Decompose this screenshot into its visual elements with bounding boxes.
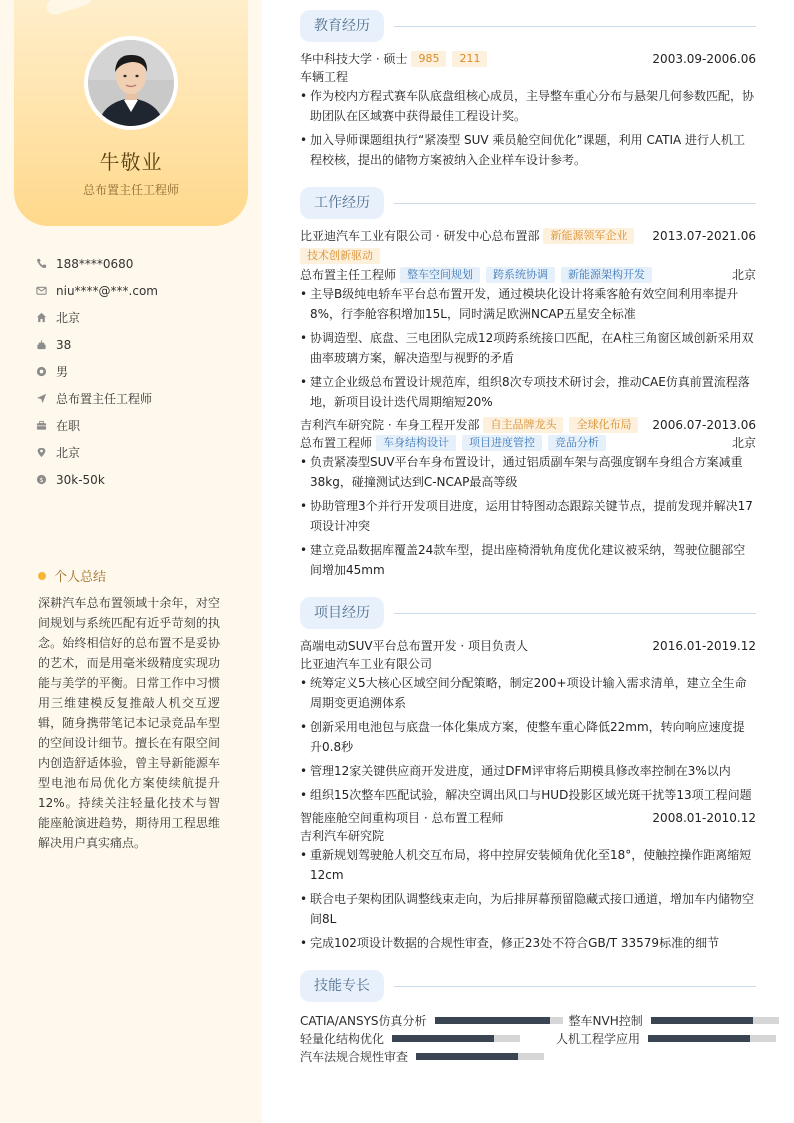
section-divider (394, 986, 756, 987)
salary-icon (36, 473, 56, 487)
decorative-pill (45, 0, 94, 17)
job-dates: 2013.07-2021.06 (652, 229, 756, 243)
project-bullets (300, 845, 756, 957)
role-tag: 车身结构设计 (376, 435, 456, 451)
list-item: • 组织15次整车匹配试验，解决空调出风口与HUD投影区域光斑干扰等13项工程问题 (300, 785, 756, 805)
education-major (300, 68, 756, 86)
contact-email (36, 277, 158, 304)
skill-bar-fill (648, 1035, 750, 1042)
project-name: 高端电动SUV平台总布置开发 · 项目负责人 (300, 639, 529, 653)
contact-location (36, 439, 158, 466)
mail-icon (36, 284, 56, 298)
section-divider (394, 203, 756, 204)
summary-heading-label: 个人总结 (54, 570, 107, 585)
skill-row (300, 1011, 794, 1029)
section-projects (300, 597, 756, 629)
job-role-row (300, 266, 756, 284)
skill-bar (435, 1017, 563, 1024)
contact-value: 在职 (56, 419, 81, 433)
job-bullets (300, 284, 756, 416)
contact-value: 北京 (56, 311, 81, 325)
list-item: • 建立竞品数据库覆盖24款车型，提出座椅滑轨角度优化建议被采纳，驾驶位腿部空间增加45mm (300, 540, 756, 580)
skill-row (300, 1029, 794, 1047)
job-header (300, 416, 756, 434)
svg-text:$: $ (39, 475, 44, 484)
skill-item (300, 1030, 520, 1047)
bullet-dot-icon (38, 572, 46, 580)
list-item: • 加入导师课题组执行“紧凑型 SUV 乘员舱空间优化”课题，利用 CATIA 进行人机工程校核，提出的储物方案被纳入企业样车设计参考。 (300, 130, 756, 170)
contact-value: 男 (56, 365, 69, 379)
skill-row (300, 1047, 794, 1065)
home-icon (36, 311, 56, 325)
section-divider (394, 26, 756, 27)
school-tag: 985 (411, 51, 446, 67)
project-company-row (300, 655, 756, 673)
list-item: • 负责紧凑型SUV平台车身布置设计，通过铝质副车架与高强度钢车身组合方案减重38kg，碰撞测试达到C-NCAP最高等级 (300, 452, 756, 492)
job-role-row (300, 434, 756, 452)
phone-icon (36, 257, 56, 271)
contact-status (36, 412, 158, 439)
role-tag: 新能源架构开发 (561, 267, 652, 283)
job-city: 北京 (731, 436, 756, 450)
list-item: • 重新规划驾驶舱人机交互布局，将中控屏安装倾角优化至18°，使触控操作距离缩短12cm (300, 845, 756, 885)
section-heading: 技能专长 (300, 970, 384, 1002)
skill-bar-fill (651, 1017, 753, 1024)
job-bullets (300, 452, 756, 584)
list-item: • 作为校内方程式赛车队底盘组核心成员，主导整车重心分布与悬架几何参数匹配，协助团队在区域赛中获得最佳工程设计奖。 (300, 86, 756, 126)
project-company: 吉利汽车研究院 (300, 829, 385, 843)
job-header-tags (300, 248, 756, 264)
contact-gender (36, 358, 158, 385)
project-header (300, 637, 756, 655)
job-city: 北京 (731, 268, 756, 282)
sidebar (0, 0, 262, 1123)
job-role: 总布置工程师 (300, 436, 373, 450)
cake-icon (36, 338, 56, 352)
list-item: • 建立企业级总布置设计规范库，组织8次专项技术研讨会，推动CAE仿真前置流程落地，新项目设计迭代周期缩短20% (300, 372, 756, 412)
skill-bar (392, 1035, 520, 1042)
contact-age (36, 331, 158, 358)
list-item: • 完成102项设计数据的合规性审查，修正23处不符合GB/T 33579标准的细节 (300, 933, 756, 953)
avatar-photo (88, 40, 174, 126)
section-work (300, 187, 756, 219)
skill-item (300, 1012, 563, 1029)
job-company: 比亚迪汽车工业有限公司 · 研发中心总布置部 (300, 229, 540, 243)
briefcase-icon (36, 419, 56, 433)
contact-value: 38 (56, 337, 72, 352)
job-role: 总布置主任工程师 (300, 268, 397, 282)
school-name: 华中科技大学 · 硕士 (300, 52, 408, 66)
skill-bar (651, 1017, 779, 1024)
skill-name: 整车NVH控制 (568, 1013, 643, 1028)
profile-name: 牛敬业 (99, 150, 163, 174)
skill-name: 汽车法规合规性审查 (300, 1049, 409, 1064)
list-item: • 主导B级纯电轿车平台总布置开发，通过模块化设计将乘客舱有效空间利用率提升8%，行李舱容积增加15L，同时满足欧洲NCAP五星安全标准 (300, 284, 756, 324)
profile-title: 总布置主任工程师 (82, 183, 179, 197)
skill-item (300, 1048, 544, 1065)
gender-icon (36, 365, 56, 379)
contact-position (36, 385, 158, 412)
section-heading: 教育经历 (300, 10, 384, 42)
list-item: • 协助管理3个并行开发项目进度，运用甘特图动态跟踪关键节点，提前发现并解决17项设计冲突 (300, 496, 756, 536)
education-bullets (300, 86, 756, 174)
list-item: • 协调造型、底盘、三电团队完成12项跨系统接口匹配，在A柱三角窗区域创新采用双曲率玻璃方案，解决造型与视野的矛盾 (300, 328, 756, 368)
contact-value: niu****@***.com (56, 283, 158, 298)
job-company: 吉利汽车研究院 · 车身工程开发部 (300, 418, 480, 432)
skill-bar (416, 1053, 544, 1060)
skill-bar-fill (416, 1053, 518, 1060)
major-name: 车辆工程 (300, 70, 349, 84)
list-item: • 统筹定义5大核心区域空间分配策略，制定200+项设计输入需求清单，建立全生命周期变更追溯体系 (300, 673, 756, 713)
job-dates: 2006.07-2013.06 (652, 418, 756, 432)
section-divider (394, 613, 756, 614)
summary-heading (38, 566, 106, 585)
company-tag: 技术创新驱动 (300, 248, 380, 264)
send-icon (36, 392, 56, 406)
company-tag: 自主品牌龙头 (483, 417, 563, 433)
contact-list (36, 250, 158, 493)
project-dates: 2016.01-2019.12 (652, 639, 756, 653)
skill-item (556, 1030, 776, 1047)
contact-value: 总布置主任工程师 (56, 392, 153, 406)
skill-name: 轻量化结构优化 (300, 1031, 385, 1046)
education-header (300, 50, 756, 68)
project-header (300, 809, 756, 827)
role-tag: 竞品分析 (548, 435, 606, 451)
skill-bar-fill (392, 1035, 494, 1042)
project-company-row (300, 827, 756, 845)
project-company: 比亚迪汽车工业有限公司 (300, 657, 433, 671)
project-name: 智能座舱空间重构项目 · 总布置工程师 (300, 811, 504, 825)
skill-list (300, 1011, 794, 1065)
role-tag: 项目进度管控 (462, 435, 542, 451)
role-tag: 跨系统协调 (486, 267, 555, 283)
company-tag: 全球化布局 (569, 417, 638, 433)
section-education (300, 10, 756, 42)
location-icon (36, 446, 56, 460)
list-item: • 管理12家关键供应商开发进度，通过DFM评审将后期模具修改率控制在3%以内 (300, 761, 756, 781)
job-header (300, 227, 756, 245)
contact-salary (36, 466, 158, 493)
contact-value: 188****0680 (56, 256, 134, 271)
contact-phone (36, 250, 158, 277)
section-skills (300, 970, 756, 1002)
skill-bar-fill (435, 1017, 550, 1024)
skill-item (569, 1012, 779, 1029)
section-heading: 工作经历 (300, 187, 384, 219)
contact-home (36, 304, 158, 331)
project-bullets (300, 673, 756, 809)
contact-value: 30k-50k (56, 472, 105, 487)
list-item: • 联合电子架构团队调整线束走向，为后排屏幕预留隐藏式接口通道，增加车内储物空间8L (300, 889, 756, 929)
role-tag: 整车空间规划 (400, 267, 480, 283)
skill-name: CATIA/ANSYS仿真分析 (300, 1013, 427, 1028)
list-item: • 创新采用电池包与底盘一体化集成方案，使整车重心降低22mm，转向响应速度提升0.8秒 (300, 717, 756, 757)
skill-name: 人机工程学应用 (556, 1031, 641, 1046)
company-tag: 新能源领军企业 (543, 228, 634, 244)
school-tag: 211 (452, 51, 487, 67)
section-heading: 项目经历 (300, 597, 384, 629)
project-dates: 2008.01-2010.12 (652, 811, 756, 825)
contact-value: 北京 (56, 446, 81, 460)
avatar (84, 36, 178, 130)
summary-text: 深耕汽车总布置领域十余年，对空间规划与系统匹配有近乎苛刻的执念。始终相信好的总布置不是妥协的艺术，而是用毫米级精度实现功能与美学的平衡。日常工作中习惯用三维建模反复推敲人机交互逻辑，随身携带笔记本记录竞品车型的空间设计细节。擅长在有限空间内创造舒适体验，曾主导新能源车型电池布局优化方案使续航提升12%。持续关注轻量化技术与智能座舱演进趋势，期待用工程思维解决用户真实痛点。 (38, 596, 220, 850)
education-dates: 2003.09-2006.06 (652, 52, 756, 66)
skill-bar (648, 1035, 776, 1042)
